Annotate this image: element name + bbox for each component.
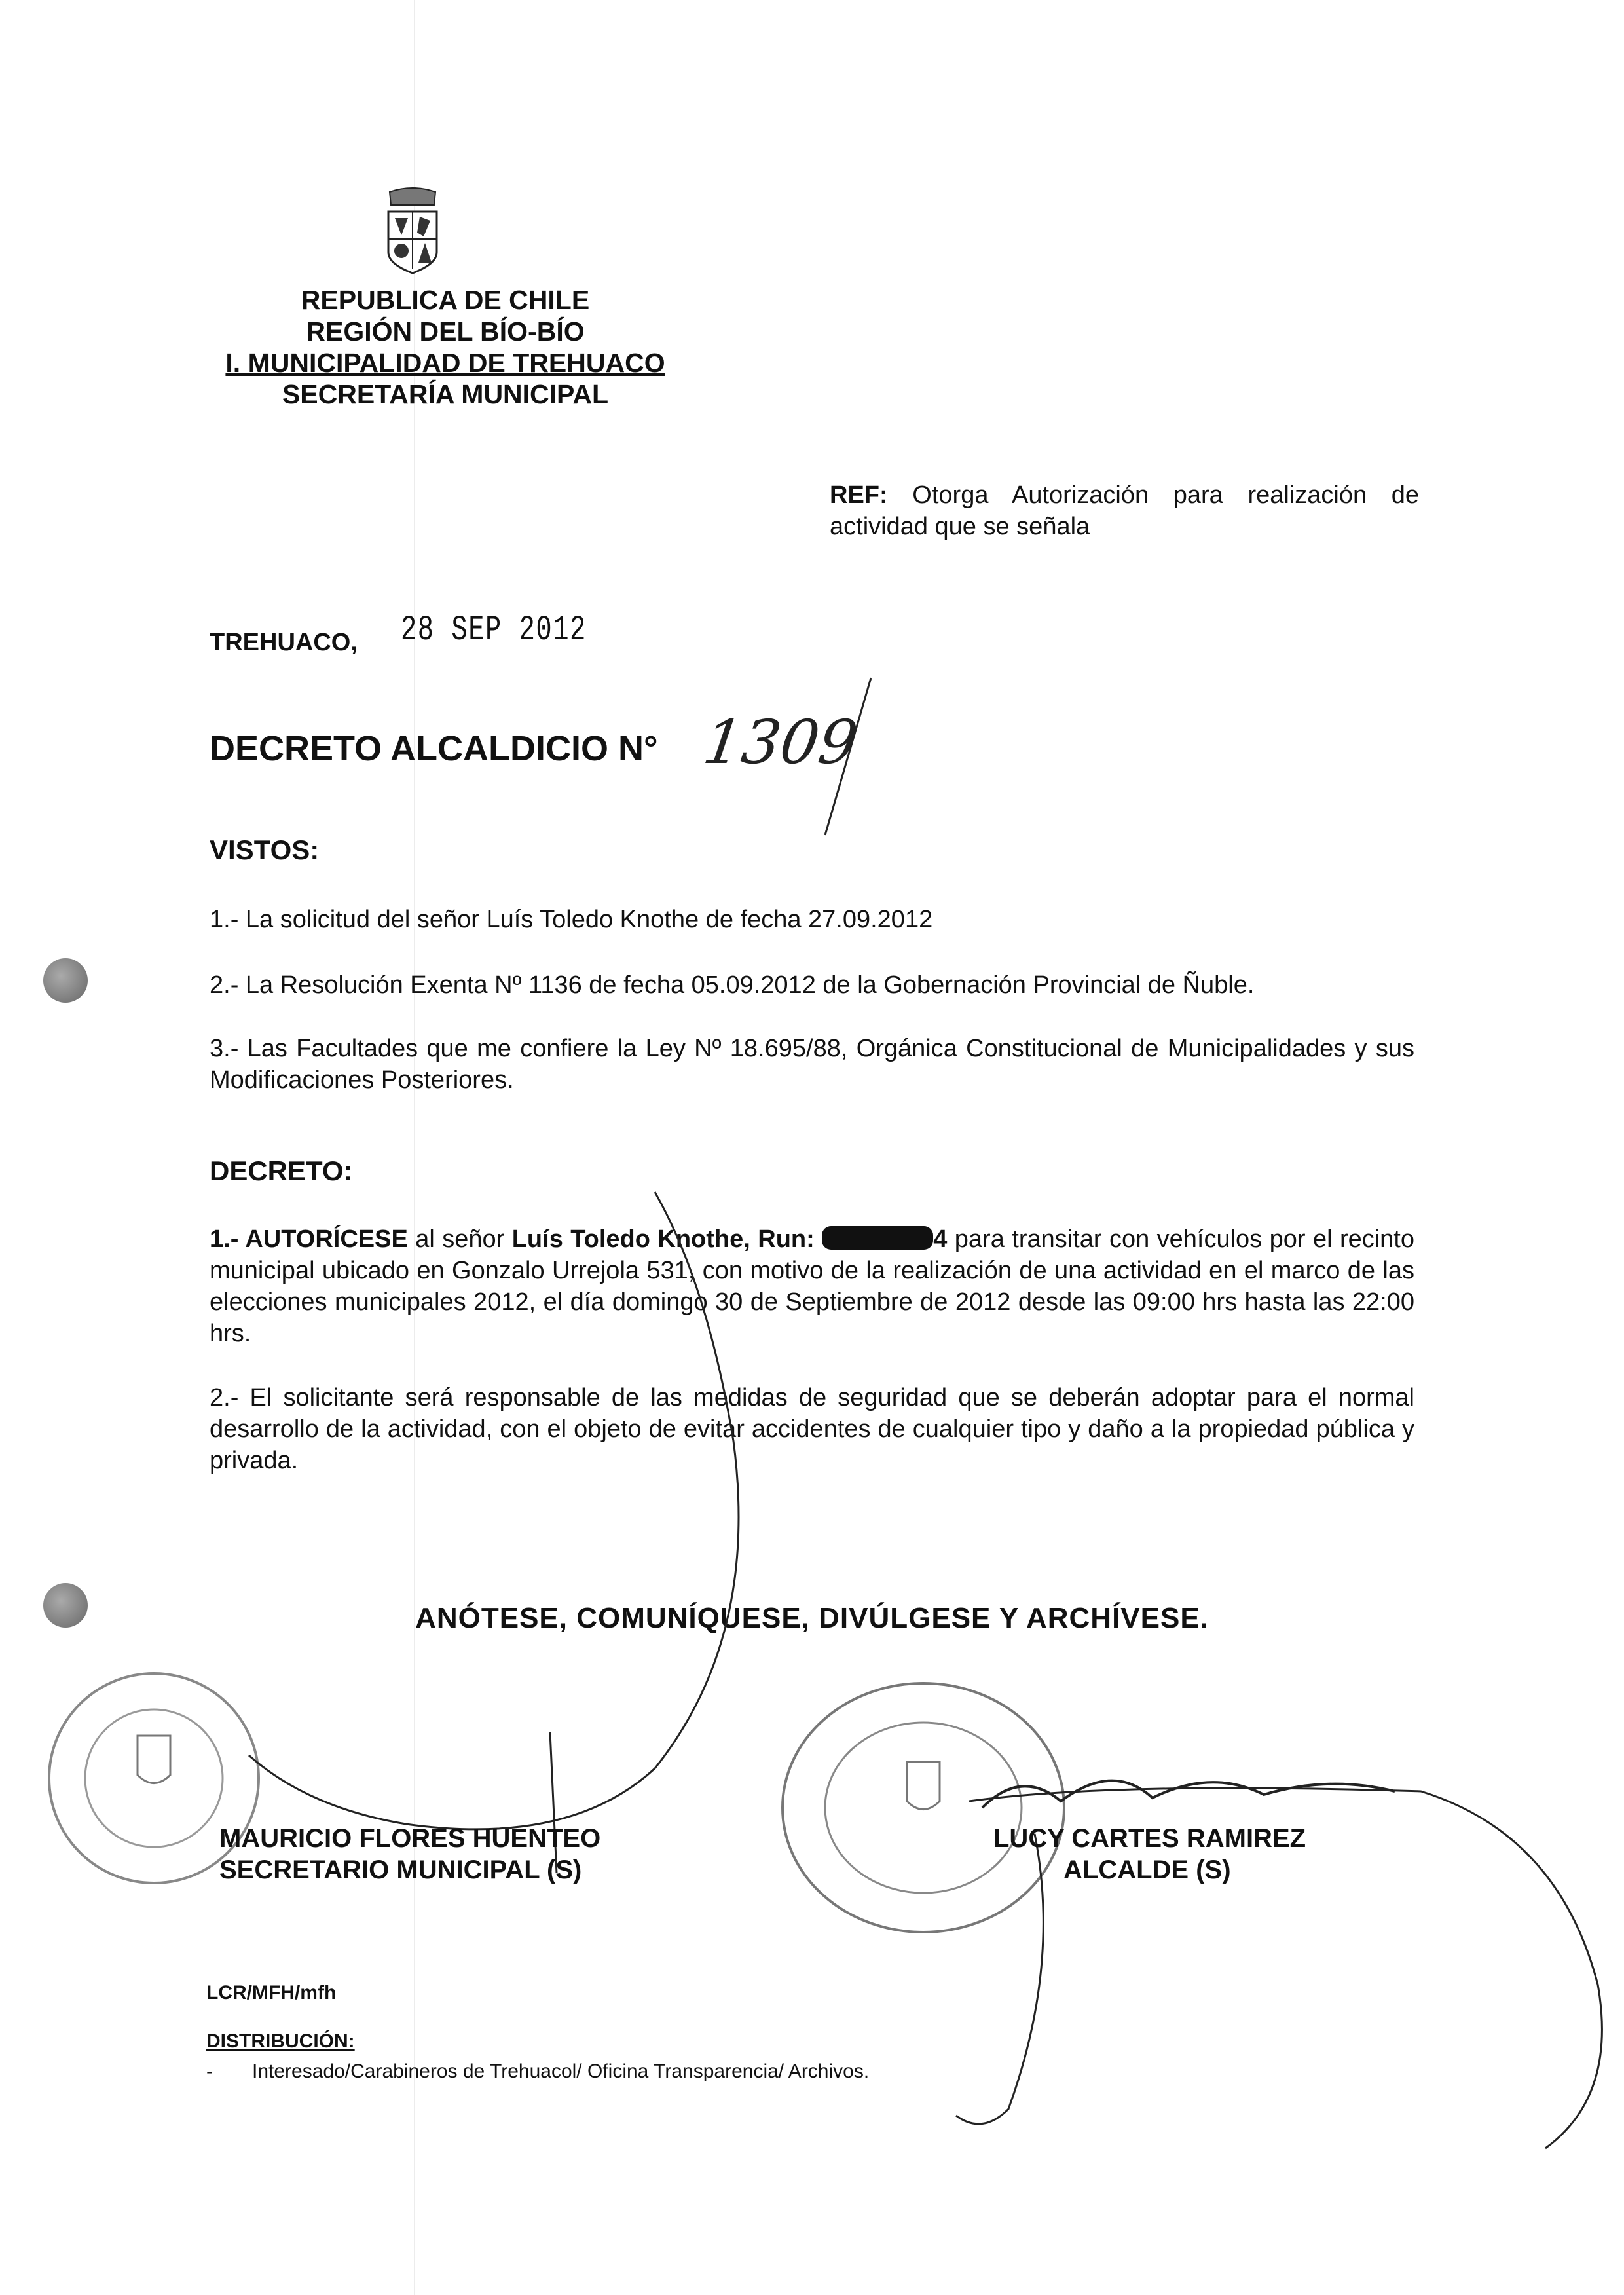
secretary-role: SECRETARIO MUNICIPAL (S) bbox=[219, 1856, 582, 1884]
authorize-verb: AUTORÍCESE bbox=[245, 1225, 408, 1253]
vistos-heading: VISTOS: bbox=[210, 834, 320, 865]
secretary-name: MAURICIO FLORES HUENTEO bbox=[219, 1824, 601, 1853]
ref-text: Otorga Autorización para realización de actividad que se señala bbox=[830, 481, 1419, 540]
distribution-heading: DISTRIBUCIÓN: bbox=[206, 2030, 355, 2052]
vistos-item-2: 2.- La Resolución Exenta Nº 1136 de fecha 05.09.2012 de la Gobernación Provincial de Ñuble. bbox=[210, 971, 1255, 999]
punch-hole bbox=[43, 958, 88, 1003]
reference bbox=[830, 479, 1419, 542]
header-department: SECRETARÍA MUNICIPAL bbox=[282, 379, 609, 409]
decree-number-handwritten: 1309 bbox=[699, 707, 862, 777]
item-number: 1.- bbox=[210, 1225, 246, 1253]
handwritten-slash bbox=[819, 675, 877, 838]
header-municipality: I. MUNICIPALIDAD DE TREHUACO bbox=[225, 348, 665, 378]
handwritten-signatures bbox=[0, 1179, 1624, 2161]
closing-formula: ANÓTESE, COMUNÍQUESE, DIVÚLGESE Y ARCHÍVESE. bbox=[415, 1602, 1209, 1634]
run-tail: 4 bbox=[933, 1225, 948, 1253]
header-region: REGIÓN DEL BÍO-BÍO bbox=[306, 316, 585, 346]
distribution-list: Interesado/Carabineros de Trehuacol/ Oficina Transparencia/ Archivos. bbox=[252, 2061, 870, 2082]
vistos-item-3: 3.- Las Facultades que me confiere la Ley Nº 18.695/88, Orgánica Constitucional de Municipalidades y sus Modificaciones Posteriores. bbox=[210, 1035, 1414, 1094]
applicant-name: Luís Toledo Knothe, Run: bbox=[511, 1225, 815, 1253]
item-text-rest: para transitar con vehículos por el recinto municipal ubicado en Gonzalo Urrejola 531, con motivo de la realización de una actividad en el marco de las elecciones municipales 2012, el día domingo 30 de Septiembre de 2012 desde las 09:00 hrs hasta las 22:00 hrs. bbox=[210, 1225, 1415, 1347]
item-text: al señor bbox=[407, 1225, 512, 1253]
decreto-item-2: 2.- El solicitante será responsable de las medidas de seguridad que se deberán adoptar para el normal desarrollo de la actividad, con el objeto de evitar accidentes de cualquier tipo y daño a la propiedad pública y privada. bbox=[210, 1384, 1414, 1474]
vistos-item-1: 1.- La solicitud del señor Luís Toledo Knothe de fecha 27.09.2012 bbox=[210, 906, 933, 933]
mayor-role: ALCALDE (S) bbox=[1063, 1856, 1231, 1884]
ref-label: REF: bbox=[830, 481, 888, 509]
initials: LCR/MFH/mfh bbox=[206, 1982, 337, 2004]
decreto-heading: DECRETO: bbox=[210, 1155, 353, 1186]
distribution-bullet: - bbox=[206, 2061, 213, 2082]
date-stamp: 28 SEP 2012 bbox=[401, 610, 587, 650]
municipal-crest-icon bbox=[383, 187, 442, 275]
place-label: TREHUACO, bbox=[210, 629, 358, 656]
mayor-name: LUCY CARTES RAMIREZ bbox=[993, 1824, 1306, 1853]
header-country: REPUBLICA DE CHILE bbox=[301, 285, 590, 315]
decree-title: DECRETO ALCALDICIO N° bbox=[210, 729, 658, 768]
